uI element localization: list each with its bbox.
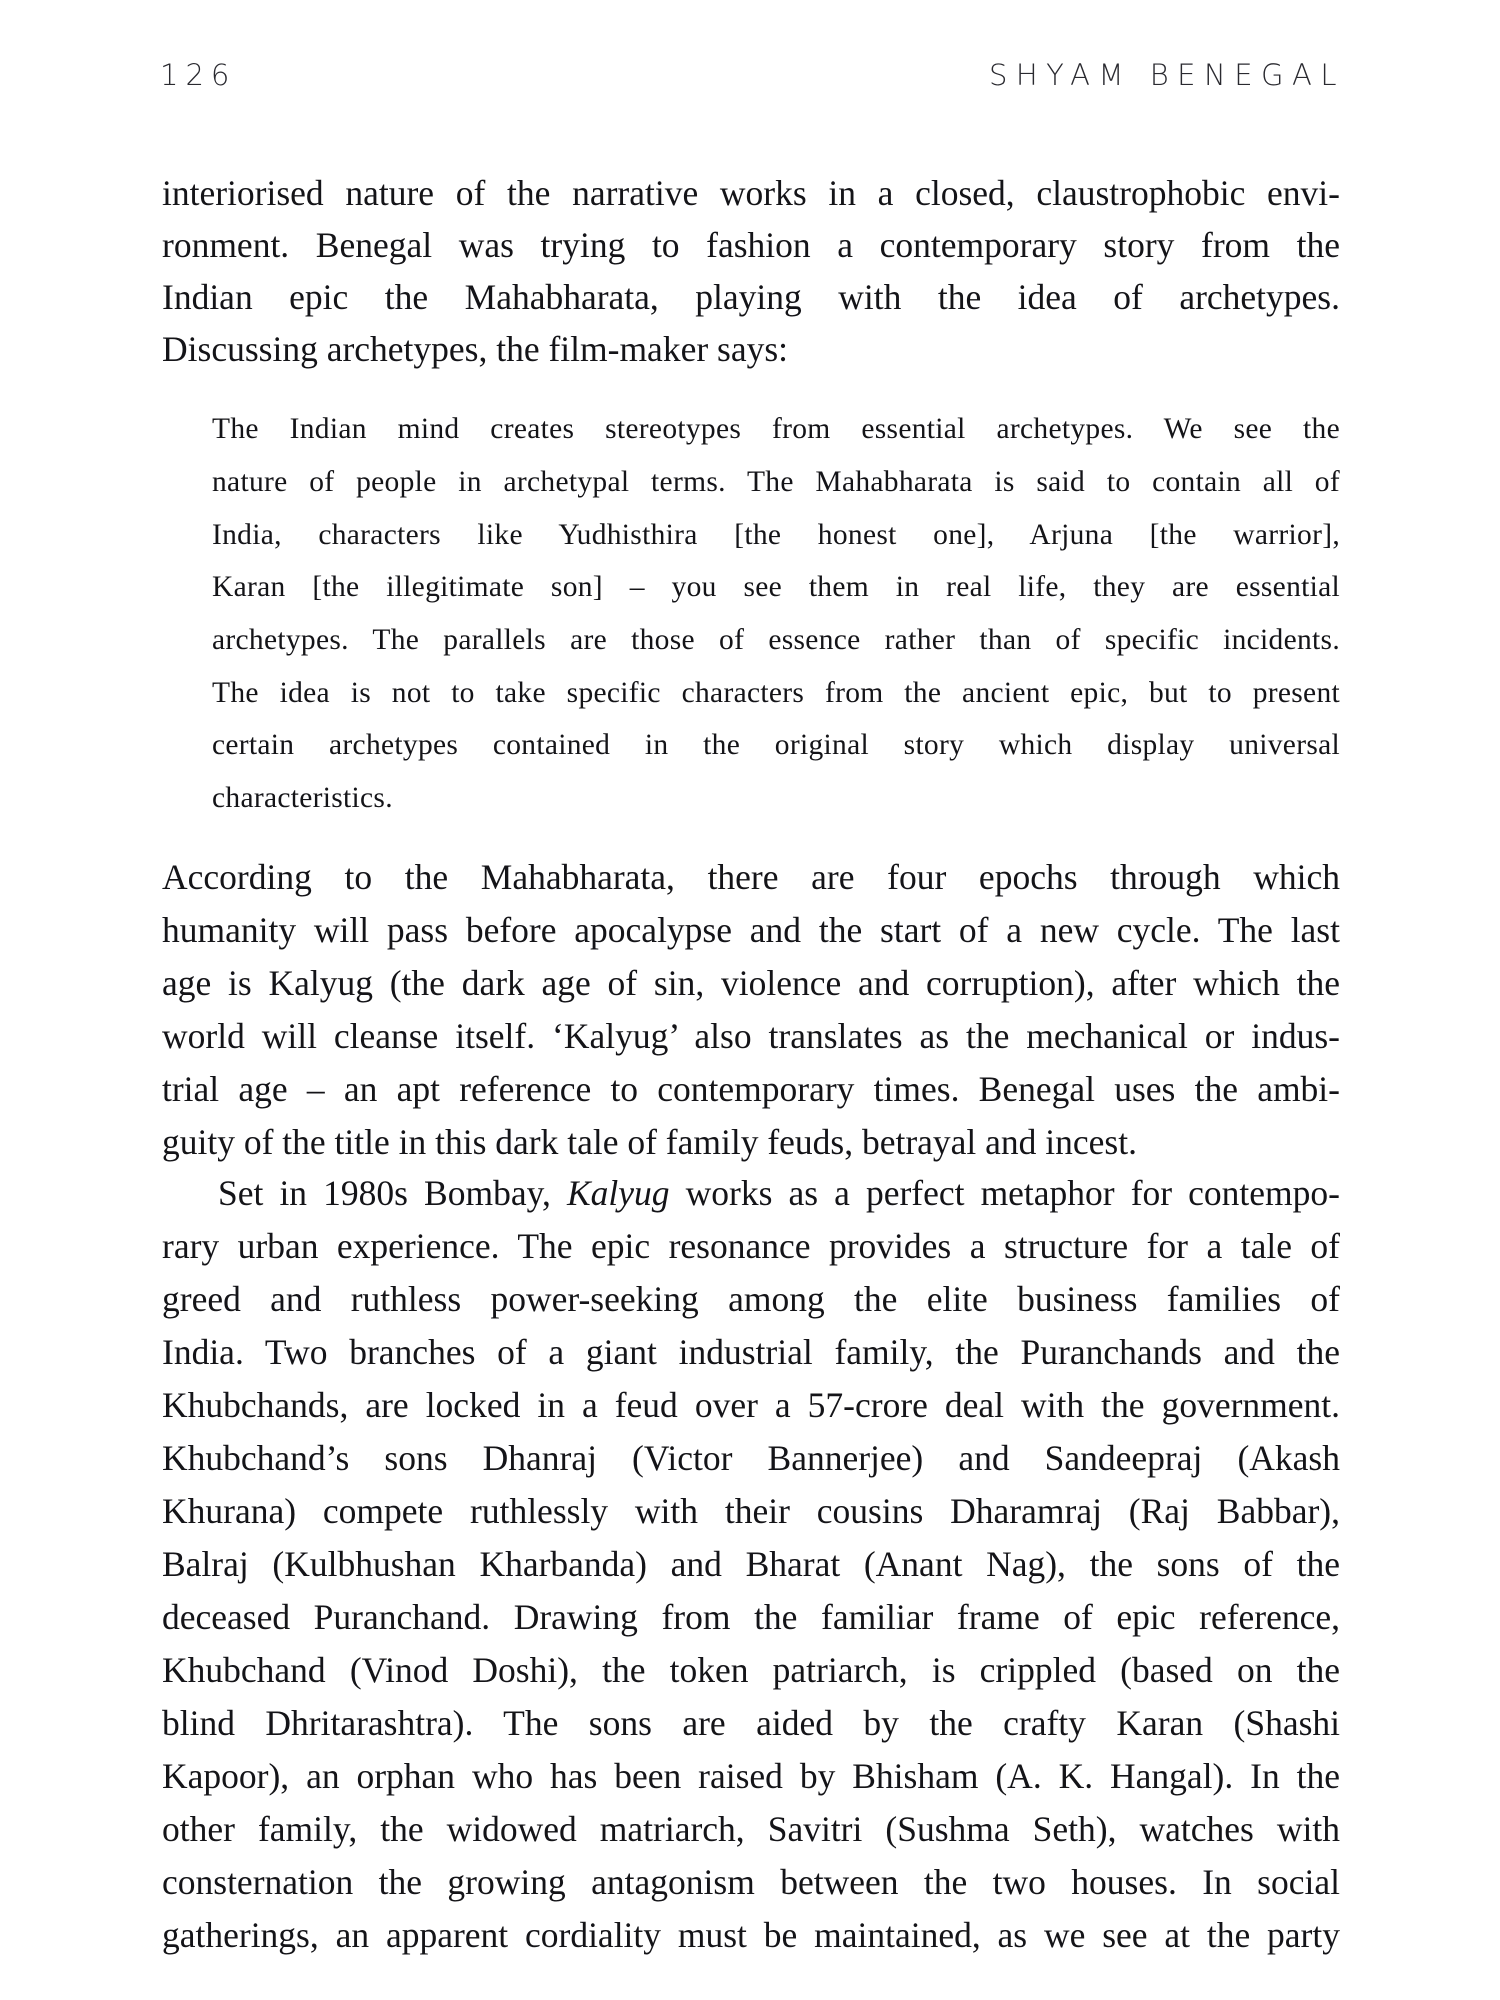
text-line: gatherings, an apparent cordiality must be maintained, as we see at the party [162,1915,1340,1955]
text-line: Khubchand (Vinod Doshi), the token patriarch, is crippled (based on the [162,1650,1340,1690]
text-line: blind Dhritarashtra). The sons are aided by the crafty Karan (Shashi [162,1703,1340,1743]
quote-line: The Indian mind creates stereotypes from essential archetypes. We see the [212,413,1340,445]
text-line: trial age – an apt reference to contemporary times. Benegal uses the ambi- [162,1069,1340,1109]
quote-line: certain archetypes contained in the original story which display universal [212,729,1340,761]
quote-line: nature of people in archetypal terms. The Mahabharata is said to contain all of [212,466,1340,498]
quote-line: characteristics. [212,782,393,814]
text-line-first-indented [218,1173,1340,1213]
text-line: ronment. Benegal was trying to fashion a contemporary story from the [162,225,1340,265]
text-line: other family, the widowed matriarch, Savitri (Sushma Seth), watches with [162,1809,1340,1849]
text-line: rary urban experience. The epic resonance provides a structure for a tale of [162,1226,1340,1266]
quote-line: Karan [the illegitimate son] – you see them in real life, they are essential [212,571,1340,603]
film-title-italic: Kalyug [566,1173,670,1213]
quote-line: India, characters like Yudhisthira [the honest one], Arjuna [the warrior], [212,519,1340,551]
text-line: According to the Mahabharata, there are four epochs through which [162,857,1340,897]
quote-line: archetypes. The parallels are those of essence rather than of specific incidents. [212,624,1340,656]
text-line: Khubchands, are locked in a feud over a 57-crore deal with the government. [162,1385,1340,1425]
text-line: Khurana) compete ruthlessly with their cousins Dharamraj (Raj Babbar), [162,1491,1340,1531]
text-line: interiorised nature of the narrative works in a closed, claustrophobic envi- [162,173,1340,213]
text-run: Set in 1980s Bombay, [218,1173,567,1213]
text-line: India. Two branches of a giant industrial family, the Puranchands and the [162,1332,1340,1372]
text-line: humanity will pass before apocalypse and the start of a new cycle. The last [162,910,1340,950]
text-line: guity of the title in this dark tale of family feuds, betrayal and incest. [162,1122,1137,1162]
text-line: Indian epic the Mahabharata, playing with the idea of archetypes. [162,277,1340,317]
text-line: consternation the growing antagonism between the two houses. In social [162,1862,1340,1902]
text-line: deceased Puranchand. Drawing from the familiar frame of epic reference, [162,1597,1340,1637]
text-run: works as a perfect metaphor for contempo- [669,1173,1340,1213]
text-line: age is Kalyug (the dark age of sin, violence and corruption), after which the [162,963,1340,1003]
text-line: Discussing archetypes, the film-maker says: [162,329,789,369]
quote-line: The idea is not to take specific characters from the ancient epic, but to present [212,677,1340,709]
text-line: greed and ruthless power-seeking among the elite business families of [162,1279,1340,1319]
text-line: world will cleanse itself. ‘Kalyug’ also translates as the mechanical or indus- [162,1016,1340,1056]
text-line: Khubchand’s sons Dhanraj (Victor Bannerjee) and Sandeepraj (Akash [162,1438,1340,1478]
page-number: 126 [160,58,237,92]
text-line: Balraj (Kulbhushan Kharbanda) and Bharat (Anant Nag), the sons of the [162,1544,1340,1584]
running-head-title: SHYAM BENEGAL [988,58,1345,92]
text-line: Kapoor), an orphan who has been raised by Bhisham (A. K. Hangal). In the [162,1756,1340,1796]
